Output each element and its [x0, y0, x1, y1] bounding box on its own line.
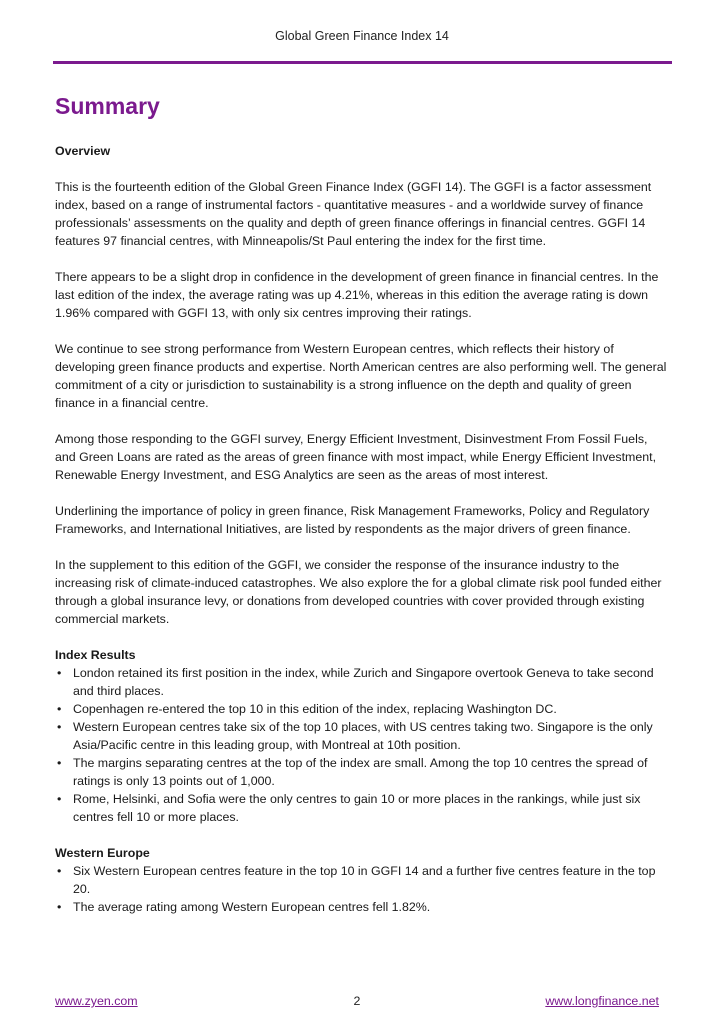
page-title: Summary	[55, 93, 160, 119]
overview-paragraph: This is the fourteenth edition of the Global Green Finance Index (GGFI 14). The GGFI is a factor assessment index, based on a range of instrumental factors - quantitative measures - and a worldwide survey of finance professionals’ assessments on the quality and depth of green finance offerings in financial centres. GGFI 14 features 97 financial centres, with Minneapolis/St Paul entering the index for the first time.	[55, 180, 652, 248]
overview-paragraph: Among those responding to the GGFI survey, Energy Efficient Investment, Disinvestment From Fossil Fuels, and Green Loans are rated as the areas of green finance with most impact, while Energy Efficient Investment, Renewable Energy Investment, and ESG Analytics are seen as the areas of most interest.	[55, 432, 657, 482]
page-number: 2	[353, 994, 361, 1008]
running-header: Global Green Finance Index 14	[275, 29, 449, 43]
document-body	[55, 142, 669, 916]
list-item: • The margins separating centres at the top of the index are small. Among the top 10 centres the spread of ratings is only 13 points out of 1,000.	[55, 754, 669, 790]
overview-paragraph: In the supplement to this edition of the GGFI, we consider the response of the insurance industry to the increasing risk of climate-induced catastrophes. We also explore the for a global climate risk pool funded either through a global insurance levy, or donations from developed countries with cover provided through existing commercial markets.	[55, 558, 662, 626]
overview-paragraph: There appears to be a slight drop in confidence in the development of green finance in financial centres. In the last edition of the index, the average rating was up 4.21%, whereas in this edition the average rating is down 1.96% compared with GGFI 13, with only six centres improving their ratings.	[55, 270, 659, 320]
list-item: • Western European centres take six of the top 10 places, with US centres taking two. Singapore is the only Asia/Pacific centre in this leading group, with Montreal at 10th position.	[55, 718, 669, 754]
list-item: • The average rating among Western European centres fell 1.82%.	[55, 898, 669, 916]
zyen-link[interactable]: www.zyen.com	[55, 994, 138, 1008]
index-results-heading: Index Results	[55, 648, 136, 662]
overview-heading: Overview	[55, 144, 111, 158]
western-europe-list	[55, 862, 669, 916]
western-europe-heading: Western Europe	[55, 846, 150, 860]
list-item: • Rome, Helsinki, and Sofia were the only centres to gain 10 or more places in the rankings, while just six centres fell 10 or more places.	[55, 790, 669, 826]
overview-paragraph: We continue to see strong performance from Western European centres, which reflects their history of developing green finance products and expertise. North American centres are also performing well. The general commitment of a city or jurisdiction to sustainability is a strong influence on the depth and quality of green finance in a financial centre.	[55, 342, 667, 410]
longfinance-link[interactable]: www.longfinance.net	[545, 994, 659, 1008]
header-rule	[53, 61, 672, 64]
index-results-list	[55, 664, 669, 826]
list-item: • Copenhagen re-entered the top 10 in this edition of the index, replacing Washington DC.	[55, 700, 669, 718]
list-item: • Six Western European centres feature in the top 10 in GGFI 14 and a further five centres feature in the top 20.	[55, 862, 669, 898]
list-item: • London retained its first position in the index, while Zurich and Singapore overtook Geneva to take second and third places.	[55, 664, 669, 700]
overview-paragraph: Underlining the importance of policy in green finance, Risk Management Frameworks, Policy and Regulatory Frameworks, and International Initiatives, are listed by respondents as the major drivers of green finance.	[55, 504, 650, 536]
